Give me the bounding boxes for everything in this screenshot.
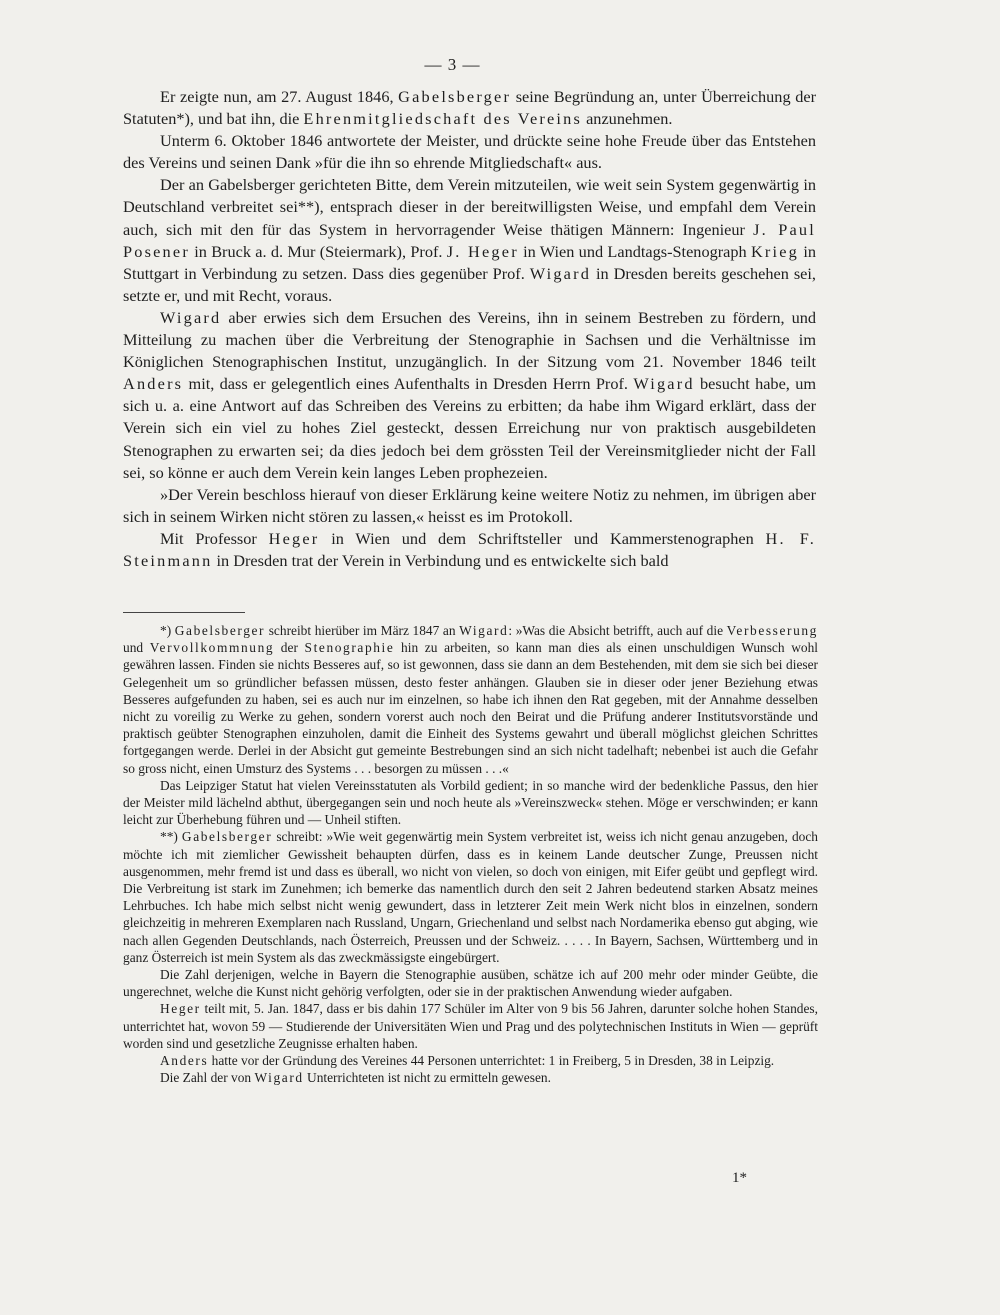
text-run: hin zu arbeiten, so kann man dies als einen unschuldigen Wunsch wohl gewähren lassen. Finden sie nichts Besseres auf, so ist gewonnen, dass sie dann an dem Bestehenden, mit dem sie sich bei dieser Gelegenheit um so gründlicher befassen müssen, desto fester anhängen. Glauben sie in dieser oder jener Beziehung etwas Besseres aufgefunden zu haben, sei es auch nur im einzelnen, so habe ich ihnen den Rat gegeben, mit der Annahme desselben nicht zu voreilig zu Werke zu gehen, sondern vorerst auch noch den Beirat und die Prüfung anderer Institutsvorstände und praktisch geübter Stenographen einzuholen, damit die Einheit des Systems gewahrt und überall möglichst gleichen Schrittes fortgegangen werde. Derlei in der Absicht gut gemeinte Bestrebungen sind an sich nicht tadelhaft; nebenbei ist auch die Gefahr so gross nicht, einen Umsturz des Systems . . . besorgen zu müssen . . .«	[123, 640, 818, 776]
footnote-anders	[123, 1052, 818, 1069]
spaced-name: Gabelsberger	[398, 87, 512, 106]
spaced-name: Gabelsberger	[174, 623, 266, 638]
text-run: hatte vor der Gründung des Vereines 44 Personen unterrichtet: 1 in Freiberg, 5 in Dresden, 38 in Leipzig.	[208, 1053, 775, 1069]
footnotes	[123, 622, 818, 1086]
spaced-name: Heger	[268, 528, 320, 548]
paragraph-3	[123, 174, 816, 307]
text-run: schreibt hierüber im März 1847 an	[265, 623, 460, 638]
spaced-text: Stenographie	[304, 640, 395, 656]
spaced-name: J. Paul Posener	[123, 219, 816, 261]
spaced-name: Wigard	[459, 623, 509, 638]
spaced-name: Heger	[160, 1001, 201, 1017]
text-run: schreibt: »Wie weit gegenwärtig mein System verbreitet ist, weiss ich nicht genau anzugeben, doch möchte ich mit ziemlicher Gewissheit behaupten dürfen, dass es in keinem Lande deutscher Zunge, Preussen nicht ausgenommen, mehr fremd ist und dass es überall, wo nicht von vielen, so doch von einigen, mit Eifer geübt und gepflegt wird. Die Verbreitung ist stark im Zunehmen; ich bemerke das namentlich durch den seit 2 Jahren bedeutend starken Absatz meines Lehrbuches. Ich habe mich selbst nicht wenig gewundert, dass in letzterer Zeit mein Werk nicht blos in einzelnen, sondern gleichzeitig in mehreren Exemplaren nach Russland, Ungarn, Griechenland und selbst nach Nordamerika ebenso gut abging, wie nach allen Gegenden Deutschlands, nach Österreich, Preussen und der Schweiz. . . . . In Bayern, Sachsen, Württemberg und in ganz Österreich ist mein System als das zweckmässigste eingebürgert.	[123, 829, 818, 965]
text-run: Unterm 6. Oktober 1846 antwortete der Meister, und drückte seine hohe Freude über das Entstehen des Vereins und seinen Dank »für die ihn so ehrende Mitgliedschaft« aus.	[123, 131, 816, 173]
footnote-2-continued	[123, 966, 818, 1000]
text-run: **)	[160, 829, 182, 845]
text-run: Das Leipziger Statut hat vielen Vereinsstatuten als Vorbild gedient; in so manche wird der bedenkliche Passus, den hier der Meister mild lächelnd abthut, übergegangen sein und noch heute als »Vereinszweck« stehen. Möge er verschwinden; er kann leicht zur Überhebung führen und — Unheil stiften.	[123, 777, 818, 828]
text-run: Der an Gabelsberger gerichteten Bitte, dem Verein mitzuteilen, wie weit sein System gegenwärtig in Deutschland verbreitet sei**), entsprach dieser in der bereitwilligsten Weise, und empfahl dem Verein auch, sich mit den für das System in hervorragender Weise thätigen Männern: Ingenieur	[123, 175, 816, 239]
text-run: und	[123, 640, 150, 656]
spaced-name: Gabelsberger	[181, 829, 273, 845]
spaced-name: Anders	[160, 1053, 209, 1069]
paragraph-4	[123, 307, 816, 484]
text-run: Mit Professor	[160, 528, 269, 548]
text-run: mit, dass er gelegentlich eines Aufenthalts in Dresden Herrn Prof.	[183, 374, 634, 394]
text-run: seine Begründung an, unter Überreichung der Statuten*), und bat ihn, die	[123, 87, 816, 129]
text-run: Unterrichteten ist nicht zu ermitteln gewesen.	[303, 1070, 551, 1086]
spaced-name: Wigard	[254, 1070, 304, 1086]
page-number: — 3 —	[424, 55, 481, 74]
text-run: Er zeigte nun, am 27. August 1846,	[160, 87, 399, 106]
text-run: in Dresden bereits geschehen sei, setzte er, und mit Recht, voraus.	[123, 263, 816, 305]
footnote-2	[123, 828, 818, 966]
spaced-name: Wigard	[529, 263, 592, 283]
text-run: besucht habe, um sich u. a. eine Antwort auf das Schreiben des Vereins zu erbitten; da habe ihm Wigard erklärt, dass der Verein sich ein viel zu hohes Ziel gesteckt, dessen Erreichung nur von praktisch ausgebildeten Stenographen zu erwarten sei; da dies jedoch bei dem grössten Teil der Vereinsmitglieder nicht der Fall sei, so könne er auch dem Verein kein langes Leben prophezeien.	[123, 374, 816, 482]
spaced-text: Ehrenmitgliedschaft des Vereins	[303, 109, 583, 129]
text-run: in Wien und Landtags-Stenograph	[518, 241, 751, 261]
spaced-name: Anders	[123, 374, 184, 394]
paragraph-6	[123, 528, 816, 572]
footnote-separator	[123, 612, 245, 613]
text-run: Die Zahl der von	[160, 1070, 255, 1086]
text-run: Die Zahl derjenigen, welche in Bayern die Stenographie ausüben, schätze ich auf 200 mehr oder minder Geübte, die ungerechnet, welche die Kunst nicht gehörig verfolgten, oder sie in der praktischen Anwendung wieder aufgaben.	[123, 967, 818, 1000]
text-run: *)	[160, 623, 175, 638]
paragraph-2	[123, 130, 816, 174]
text-run: teilt mit, 5. Jan. 1847, dass er bis dahin 177 Schüler im Alter von 9 bis 56 Jahren, darunter solche hohen Standes, unterrichtet hat, wovon 59 — Studierende der Universitäten Wien und Prag und des polytechnischen Instituts in Wien — geprüft worden sind und gesetzliche Zeugnisse erhalten haben.	[123, 1001, 818, 1051]
spaced-name: Krieg	[750, 241, 800, 261]
spaced-text: Verbesserung	[726, 623, 818, 638]
spaced-name: Wigard	[633, 374, 695, 394]
text-run: in Dresden trat der Verein in Verbindung und es entwickelte sich bald	[212, 550, 669, 570]
footnote-heger	[123, 1000, 818, 1052]
text-run: anzunehmen.	[582, 109, 673, 129]
spaced-name: H. F. Steinmann	[123, 528, 816, 570]
spaced-name: J. Heger	[446, 241, 519, 261]
text-run: in Bruck a. d. Mur (Steiermark), Prof.	[189, 241, 447, 261]
signature-mark: 1*	[732, 1170, 747, 1186]
text-run: in Stuttgart in Verbindung zu setzen. Dass dies gegenüber Prof.	[123, 241, 816, 283]
footnote-comment	[123, 777, 818, 829]
spaced-name: Wigard	[160, 307, 222, 327]
main-text	[123, 86, 816, 572]
text-run: aber erwies sich dem Ersuchen des Vereins, ihn in seinem Bestreben zu fördern, und Mitteilung zu machen über die Verbreitung der Stenographie in Sachsen und die Verhältnisse im Königlichen Stenographischen Institut, unzugänglich. In der Sitzung vom 21. November 1846 teilt	[123, 307, 816, 372]
text-run: : »Was die Absicht betrifft, auch auf die	[508, 623, 727, 638]
text-run: der	[274, 640, 305, 656]
footnote-1	[123, 622, 818, 777]
paragraph-5	[123, 484, 816, 528]
text-run: in Wien und dem Schriftsteller und Kammerstenographen	[319, 528, 766, 548]
footnote-wigard	[123, 1069, 818, 1086]
text-run: »Der Verein beschloss hierauf von dieser Erklärung keine weitere Notiz zu nehmen, im übrigen aber sich in seinem Wirken nicht stören zu lassen,« heisst es im Protokoll.	[123, 484, 816, 526]
spaced-text: Vervollkommnung	[149, 640, 275, 656]
paragraph-1	[123, 86, 816, 130]
